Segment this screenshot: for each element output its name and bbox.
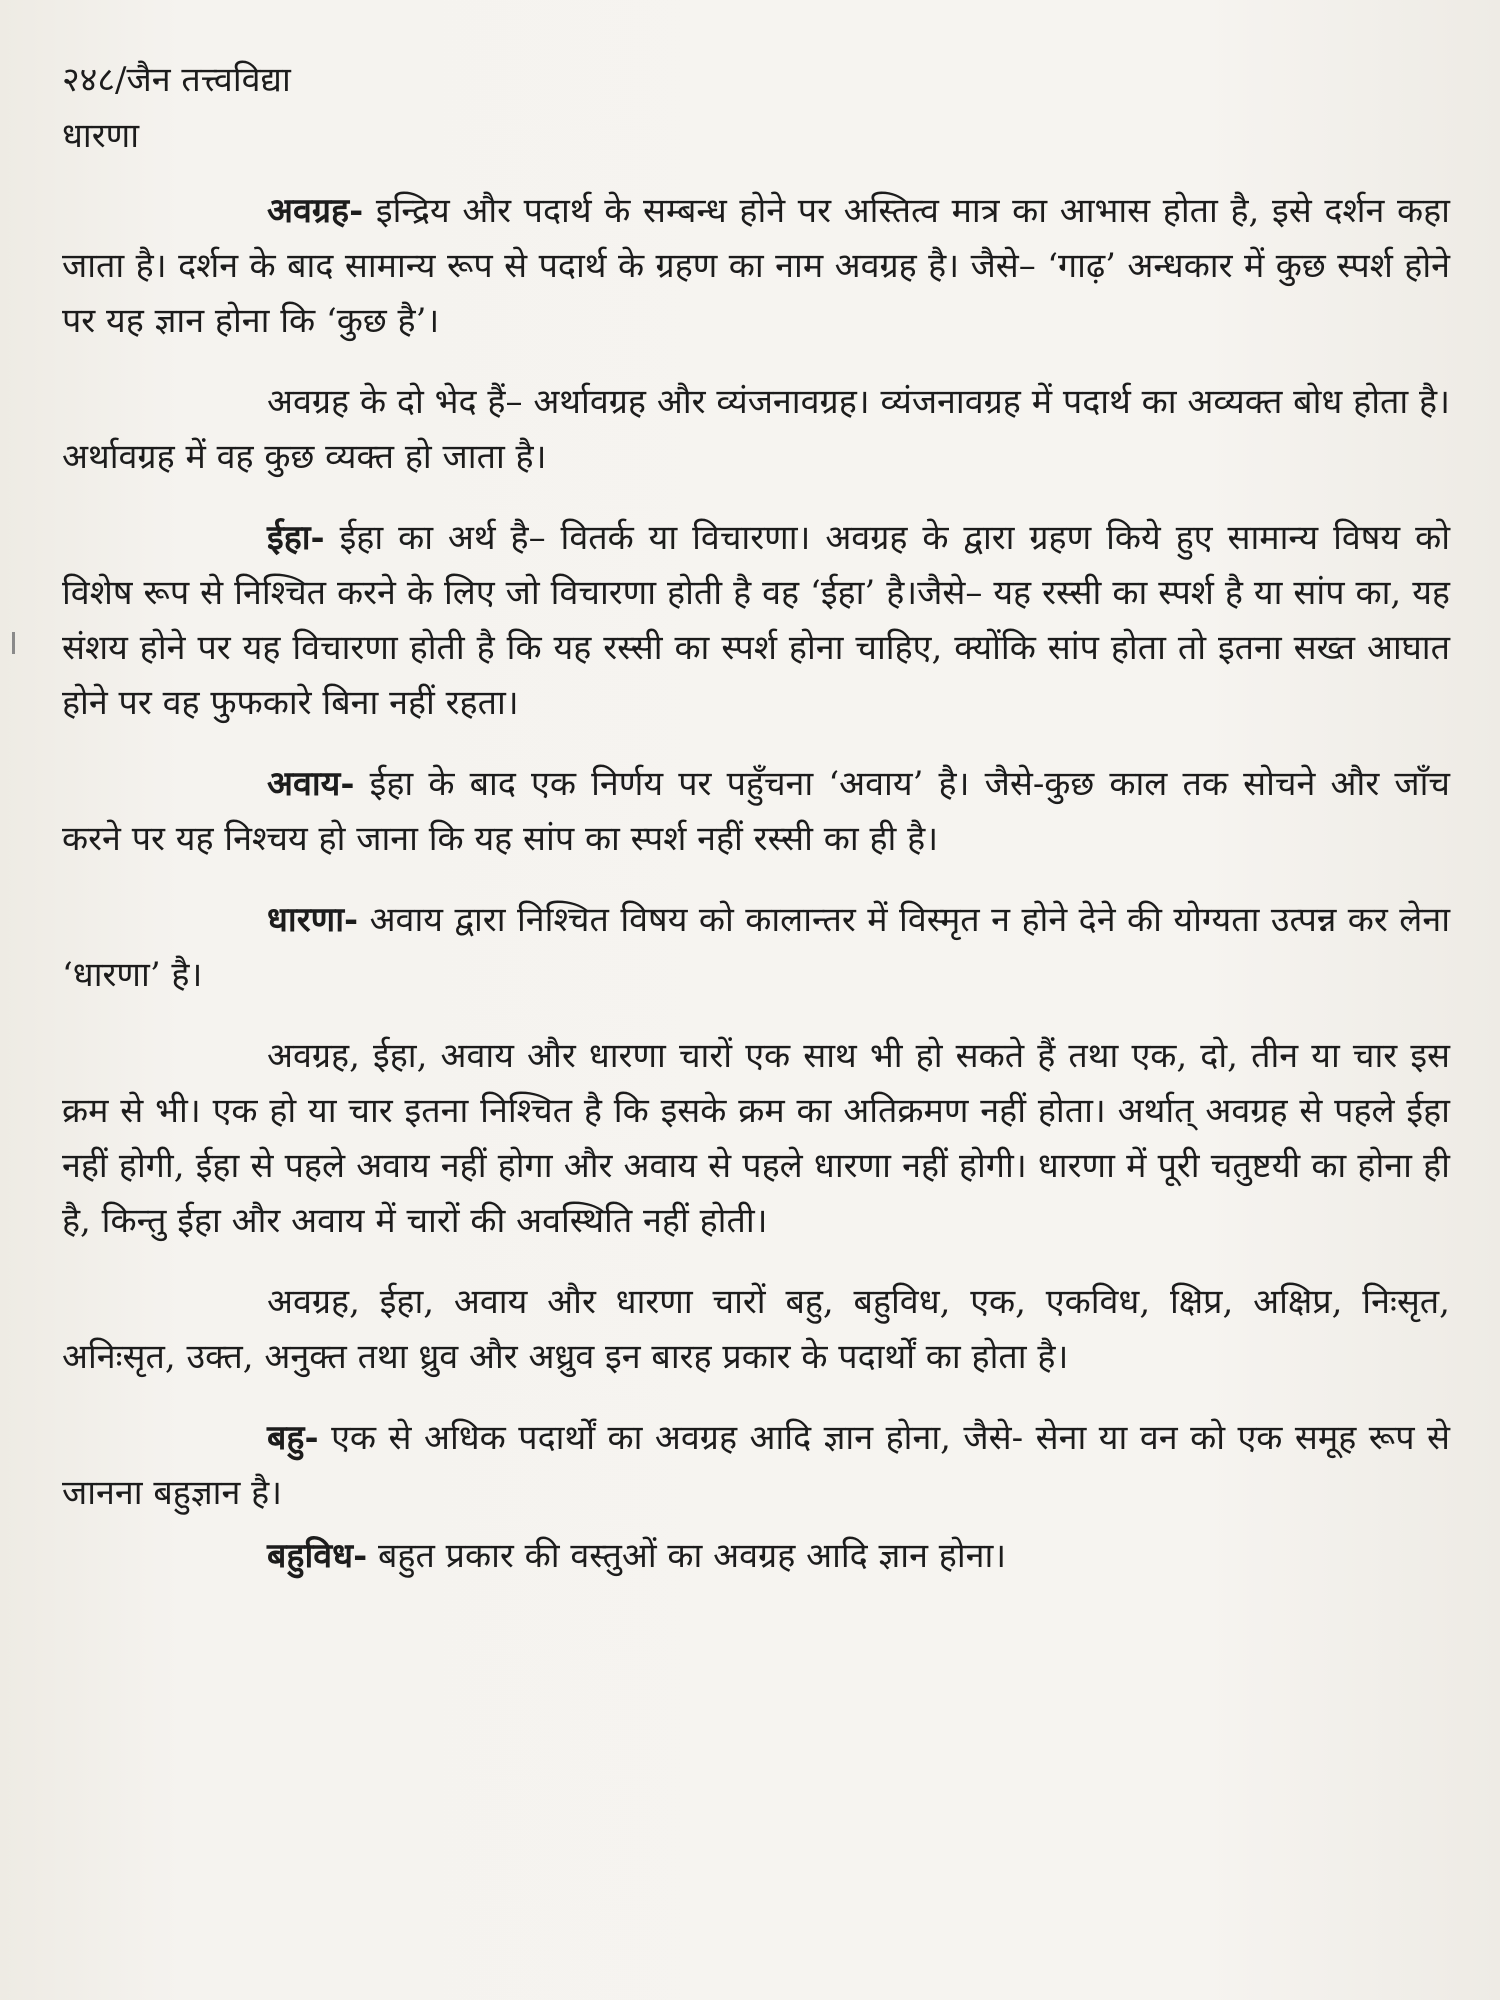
paragraph-twelve-types bbox=[62, 1275, 1450, 1385]
term-label: धारणा- bbox=[267, 900, 359, 940]
term-label: अवाय- bbox=[267, 764, 355, 804]
paragraph-dharana bbox=[62, 893, 1450, 1003]
paragraph-bahu bbox=[62, 1411, 1450, 1521]
running-header bbox=[62, 52, 1450, 108]
margin-mark bbox=[12, 632, 15, 654]
term-label: अवग्रह- bbox=[267, 191, 364, 231]
paragraph-bahuvidh bbox=[62, 1529, 1450, 1584]
page-number: २४८ bbox=[62, 60, 116, 100]
book-title: जैन तत्त्वविद्या bbox=[126, 60, 291, 100]
paragraph-avagraha-types bbox=[62, 375, 1450, 485]
term-label: ईहा- bbox=[267, 518, 325, 558]
paragraph-text: बहुत प्रकार की वस्तुओं का अवग्रह आदि ज्ञान होना। bbox=[367, 1536, 1007, 1576]
paragraph-text: अवाय द्वारा निश्चित विषय को कालान्तर में विस्मृत न होने देने की योग्यता उत्पन्न कर लेना ‘धारणा’ है। bbox=[62, 900, 1450, 995]
paragraph-sequence bbox=[62, 1029, 1450, 1249]
paragraph-text: ईहा के बाद एक निर्णय पर पहुँचना ‘अवाय’ है। जैसे-कुछ काल तक सोचने और जाँच करने पर यह निश्चय हो जाना कि यह सांप का स्पर्श नहीं रस्सी का ही है। bbox=[62, 764, 1450, 859]
paragraph-text: इन्द्रिय और पदार्थ के सम्बन्ध होने पर अस्तित्व मात्र का आभास होता है, इसे दर्शन कहा जाता है। दर्शन के बाद सामान्य रूप से पदार्थ के ग्रहण का नाम अवग्रह है। जैसे– ‘गाढ़’ अन्धकार में कुछ स्पर्श होने पर यह ज्ञान होना कि ‘कुछ है’। bbox=[62, 191, 1450, 341]
paragraph-iha bbox=[62, 511, 1450, 731]
paragraph-text: ईहा का अर्थ है– वितर्क या विचारणा। अवग्रह के द्वारा ग्रहण किये हुए सामान्य विषय को विशेष रूप से निश्चित करने के लिए जो विचारणा होती है वह ‘ईहा’ है।जैसे– यह रस्सी का स्पर्श है या सांप का, यह संशय होने पर यह विचारणा होती है कि यह रस्सी का स्पर्श होना चाहिए, क्योंकि सांप होता तो इतना सख्त आघात होने पर वह फुफकारे बिना नहीं रहता। bbox=[62, 518, 1450, 723]
paragraph-text: अवग्रह, ईहा, अवाय और धारणा चारों एक साथ भी हो सकते हैं तथा एक, दो, तीन या चार इस क्रम से भी। एक हो या चार इतना निश्चित है कि इसके क्रम का अतिक्रमण नहीं होता। अर्थात् अवग्रह से पहले ईहा नहीं होगी, ईहा से पहले अवाय नहीं होगा और अवाय से पहले धारणा नहीं होगी। धारणा में पूरी चतुष्टयी का होना ही है, किन्तु ईहा और अवाय में चारों की अवस्थिति नहीं होती। bbox=[62, 1036, 1450, 1241]
paragraph-text: अवग्रह, ईहा, अवाय और धारणा चारों बहु, बहुविध, एक, एकविध, क्षिप्र, अक्षिप्र, निःसृत, अनिःसृत, उक्त, अनुक्त तथा ध्रुव और अध्रुव इन बारह प्रकार के पदार्थों का होता है। bbox=[62, 1282, 1450, 1377]
term-label: बहुविध- bbox=[267, 1536, 368, 1576]
term-label: बहु- bbox=[267, 1418, 319, 1458]
paragraph-text: एक से अधिक पदार्थों का अवग्रह आदि ज्ञान होना, जैसे- सेना या वन को एक समूह रूप से जानना बहुज्ञान है। bbox=[62, 1418, 1450, 1513]
paragraph-text: अवग्रह के दो भेद हैं– अर्थावग्रह और व्यंजनावग्रह। व्यंजनावग्रह में पदार्थ का अव्यक्त बोध होता है। अर्थावग्रह में वह कुछ व्यक्त हो जाता है। bbox=[62, 382, 1450, 477]
paragraph-avagraha bbox=[62, 184, 1450, 349]
section-title: धारणा bbox=[62, 116, 140, 156]
header-separator: / bbox=[115, 60, 127, 100]
paragraph-avaya bbox=[62, 757, 1450, 867]
